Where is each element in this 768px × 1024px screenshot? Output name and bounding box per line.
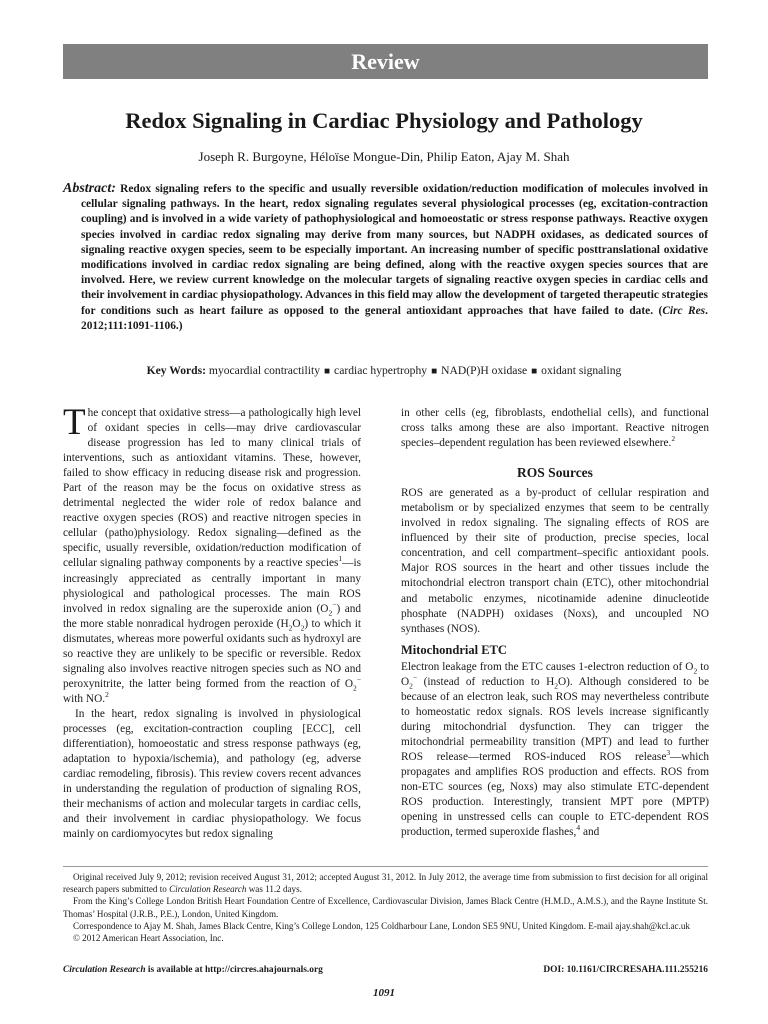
keyword: NAD(P)H oxidase [441,364,528,377]
footnotes [63,871,708,944]
keyword: oxidant signaling [541,364,622,377]
keywords [0,364,768,377]
abstract-label: Abstract: [63,181,116,196]
section-heading-ros-sources: ROS Sources [517,465,593,481]
keyword: cardiac hypertrophy [334,364,428,377]
footnote-affiliations: From the King’s College London British Heart Foundation Centre of Excellence, Cardiovascular Division, James Black Centre (H.M.D., A.M.S.), and the Rayne Institute St. Thomas’ Hospital (J.R.B., P.E.), London, United Kingdom. [63,896,708,919]
author-list: Joseph R. Burgoyne, Héloïse Mongue-Din, Philip Eaton, Ajay M. Shah [198,149,570,164]
bullet-square-icon: ■ [431,366,438,377]
abstract-citation: (Circ Res. 2012;111:1091-1106.) [81,304,708,332]
section-banner: Review [63,44,708,79]
footnote-copyright: © 2012 American Heart Association, Inc. [73,933,224,944]
abstract-text: Redox signaling refers to the specific and usually reversible oxidation/reduction modification of molecules involved in cellular signaling pathways. In the heart, redox signaling regulates several physiological processes (eg, excitation-contraction coupling) and is involved in a wide variety of pathophysiological and homoeostatic or stress response pathways. Reactive oxygen species involved in cardiac redox signaling may derive from many sources, but NADPH oxidases, as dedicated sources of signaling reactive oxygen species, seem to be especially important. An increasing number of specific posttranslational oxidative modifications involved in cardiac redox signaling are being defined, along with the reactive oxygen species sources that are involved. Here, we review current knowledge on the molecular targets of signaling reactive oxygen species in cardiac cells and their involvement in cardiac physiopathology. Advances in this field may allow the development of targeted therapeutic strategies for conditions such as heart failure as opposed to the general antioxidant approaches that have failed to date. [81,183,708,317]
page-number: 1091 [373,987,395,999]
body-column-right [401,406,709,840]
abstract [63,181,708,334]
footnote-correspondence: Correspondence to Ajay M. Shah, James Black Centre, King’s College London, 125 Coldharbour Lane, London SE5 9NU, United Kingdom. E-mail ajay.shah@kcl.ac.uk [73,920,690,931]
mitochondrial-etc-paragraph: Electron leakage from the ETC causes 1-electron reduction of $O_2$ to $O_2^-$ (instead of reduction to $H_2O$). Although considered to be because of an electron leak, such ROS may nevertheless contribute to homeostatic redox signals. ROS levels increase significantly during mitochondrial dysfunction. They can trigger the mitochondrial permeability transition (MPT) and lead to further ROS release—termed ROS-induced ROS release$^3$—which propagates and amplifies ROS production and effects. ROS from non-ETC sources (eg, Noxs) may also stimulate ETC-dependent ROS production. Interestingly, transient MPT pore (MPTP) opening in unstressed cells can couple to ETC-dependent ROS production, termed superoxide flashes,$^4$ and [401,660,709,839]
drop-cap: T [63,402,86,443]
bullet-square-icon: ■ [531,366,538,377]
bullet-square-icon: ■ [324,366,331,377]
doi: DOI: 10.1161/CIRCRESAHA.111.255216 [543,965,708,975]
footnote-received: Original received July 9, 2012; revision received August 31, 2012; accepted August 31, 2012. In July 2012, the average time from submission to first decision for all original research papers submitted to Circulation Research was 11.2 days. [63,872,708,895]
keywords-label: Key Words: [146,364,207,377]
intro-paragraph-3: in other cells (eg, fibroblasts, endothelial cells), and functional cross talks among these are also important. Reactive nitrogen species–dependent regulation has been reviewed elsewhere.$^2$ [401,407,709,450]
body-column-left [63,402,362,842]
subsection-heading-mitochondrial-etc: Mitochondrial ETC [401,642,507,657]
ros-sources-paragraph: ROS are generated as a by-product of cellular respiration and metabolism or by specialized enzymes that seem to be centrally involved in redox signaling. The signaling effects of ROS are influenced by their site of production, precise species, local concentration, and cell compartment–specific antioxidant pools. Major ROS sources in the heart and other tissues include the mitochondrial electron transport chain (ETC), other mitochondrial and metabolic enzymes, nicotinamide adenine dinucleotide phosphate (NADPH) oxidases (Noxs), and uncoupled NO synthases (NOS). [401,487,709,635]
keyword: myocardial contractility [208,364,320,377]
journal-availability: Circulation Research is available at http://circres.ahajournals.org [63,965,323,975]
intro-paragraph-1: The concept that oxidative stress—a pathologically high level of oxidant species in cells—may drive cardiovascular disease progression has led to many clinical trials of interventions, such as antioxidant vitamins. These, however, failed to show efficacy in reducing disease risk and progression. Part of the reason may be the focus on oxidative stress as detrimental neglected the wider role of redox balance and reactive oxygen species (ROS) and reactive nitrogen species in cellular (patho)physiology. Redox signaling—defined as the specific, usually reversible, oxidation/reduction modification of cellular signaling pathway components by a reactive species$^1$—is increasingly appreciated as centrally important in many physiological and pathological processes. The main ROS involved in redox signaling are the superoxide anion $(O_2^-)$ and the more stable nonradical hydrogen peroxide $(H_2O_2)$ to which it dismutates, whereas more powerful oxidants such as hydroxyl are so reactive they are unlikely to be specific or reversible. Redox signaling also involves reactive nitrogen species such as NO and peroxynitrite, the latter being formed from the reaction of $O_2^-$ with NO.$^2$ [63,402,362,705]
footnote-divider [63,866,708,867]
article-title: Redox Signaling in Cardiac Physiology and Pathology [125,108,643,133]
intro-paragraph-2: In the heart, redox signaling is involved in physiological processes (eg, excitation-contraction coupling [ECC], cell differentiation), homoeostatic and stress response pathways (eg, adaptation to hypoxia/ischemia), and pathology (eg, adverse cardiac remodeling, fibrosis). This review covers recent advances in understanding the regulation of production of signaling ROS, their mechanisms of action and molecular targets in cardiac cells, and their involvement in cardiac physiopathology. We focus mainly on cardiomyocytes but redox signaling [63,707,361,841]
